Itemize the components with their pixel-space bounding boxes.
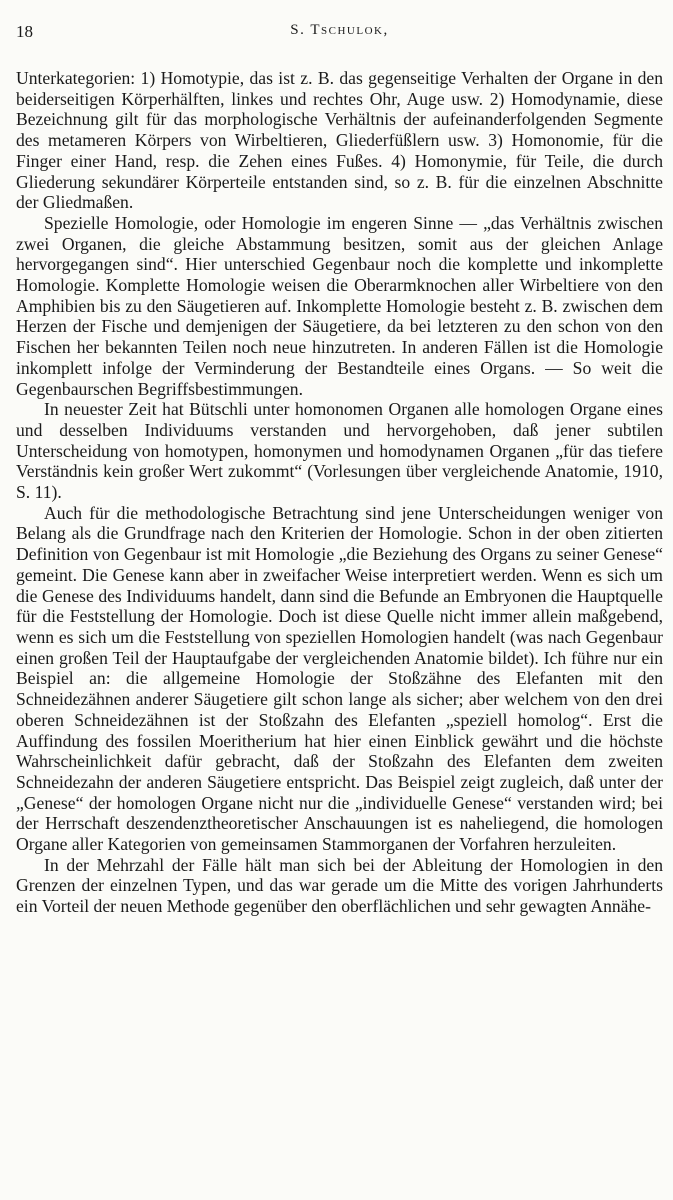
- running-head: S. Tschulok,: [290, 22, 389, 38]
- paragraph-continuation: Unterkategorien: 1) Homotypie, das ist z. B. das gegenseitige Verhalten der Organe in den beiderseitigen Körperhälften, linkes und rechtes Ohr, Auge usw. 2) Homodynamie, diese Bezeichnung gilt für das morphologische Verhältnis der aufeinanderfolgenden Segmente des metameren Körpers von Wirbeltieren, Gliederfüßlern usw. 3) Homonomie, für die Finger einer Hand, resp. die Zehen eines Fußes. 4) Homonymie, für Teile, die durch Gliederung sekundärer Körperteile entstanden sind, so z. B. für die einzelnen Abschnitte der Gliedmaßen.: [16, 68, 663, 213]
- page-number: 18: [16, 22, 33, 41]
- paragraph-special-homology: Spezielle Homologie, oder Homologie im engeren Sinne — „das Verhältnis zwischen zwei Organen, die gleiche Abstammung besitzen, somit aus der gleichen Anlage hervorgegangen sind“. Hier unterschied Gegenbaur noch die komplette und inkomplette Homologie. Komplette Homologie weisen die Oberarmknochen aller Wirbeltiere von den Amphibien bis zu den Säugetieren auf. Inkomplette Homologie besteht z. B. zwischen dem Herzen der Fische und demjenigen der Säugetiere, da bei letzteren zu den schon von den Fischen her bekannten Teilen noch neue hinzutreten. In anderen Fällen ist die Homologie inkomplett infolge der Verminderung der Bestandteile eines Organs. — So weit die Gegenbaurschen Begriffsbestimmungen.: [16, 212, 663, 399]
- body-text: [16, 68, 663, 917]
- page-header: [16, 22, 663, 50]
- paragraph-criteria-of-homology: Auch für die methodologische Betrachtung sind jene Unterscheidungen weniger von Belang als die Grundfrage nach den Kriterien der Homologie. Schon in der oben zitierten Definition von Gegenbaur ist mit Homologie „die Beziehung des Organs zu seiner Genese“ gemeint. Die Genese kann aber in zweifacher Weise interpretiert werden. Wenn es sich um die Genese des Individuums handelt, dann sind die Befunde an Embryonen die Hauptquelle für die Feststellung der Homologie. Doch ist diese Quelle nicht immer allein maßgebend, wenn es sich um die Feststellung von speziellen Homologien handelt (was nach Gegenbaur einen großen Teil der Hauptaufgabe der vergleichenden Anatomie bildet). Ich führe nur ein Beispiel an: die allgemeine Homologie der Stoßzähne des Elefanten mit den Schneidezähnen anderer Säugetiere gilt schon lange als sicher; aber welchem von den drei oberen Schneidezähnen ist der Stoßzahn des Elefanten „speziell homolog“. Erst die Auffindung des fossilen Moeritherium hat hier einen Einblick gewährt und die höchste Wahrscheinlichkeit dafür gebracht, daß der Stoßzahn des Elefanten dem zweiten Schneidezahn der anderen Säugetiere entspricht. Das Beispiel zeigt zugleich, daß unter der „Genese“ der homologen Organe nicht nur die „individuelle Genese“ verstanden wird; bei der Herrschaft deszendenztheoretischer Anschauungen ist es naheliegend, die homologen Organe aller Kategorien von gemeinsamen Stammorganen der Vorfahren herzuleiten.: [16, 502, 663, 855]
- paragraph-derivation-of-homologies: In der Mehrzahl der Fälle hält man sich bei der Ableitung der Homologien in den Grenzen der einzelnen Typen, und das war gerade um die Mitte des vorigen Jahrhunderts ein Vorteil der neuen Methode gegenüber den oberflächlichen und sehr gewagten Annähe-: [16, 854, 663, 917]
- paragraph-buetschli: In neuester Zeit hat Bütschli unter homonomen Organen alle homologen Organe eines und desselben Individuums verstanden und hervorgehoben, daß jener subtilen Unterscheidung von homotypen, homonymen und homodynamen Organen „für das tiefere Verständnis kein großer Wert zukommt“ (Vorlesungen über vergleichende Anatomie, 1910, S. 11).: [16, 399, 663, 503]
